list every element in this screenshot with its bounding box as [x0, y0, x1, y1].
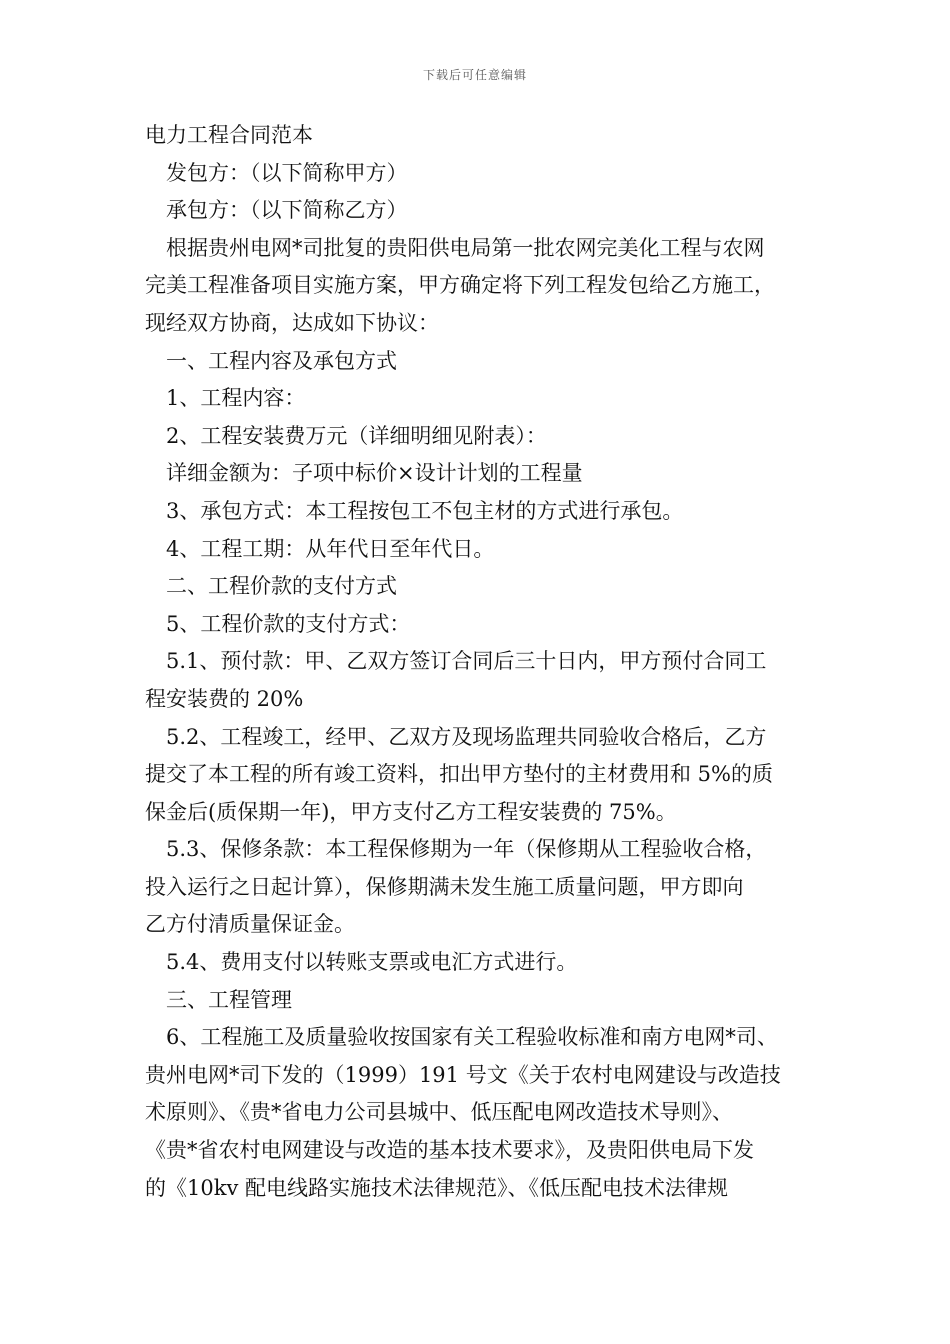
paragraph-line: 术原则》、《贵*省电力公司县城中、低压配电网改造技术导则》、 — [145, 1100, 733, 1125]
paragraph-line: 投入运行之日起计算），保修期满未发生施工质量问题，甲方即向 — [145, 874, 744, 899]
paragraph-line: 程安装费的 20% — [145, 686, 304, 711]
document-title: 电力工程合同范本 — [145, 123, 313, 147]
paragraph-line: 《贵*省农村电网建设与改造的基本技术要求》，及贵阳供电局下发 — [145, 1138, 754, 1163]
paragraph-line: 5.1、预付款：甲、乙双方签订合同后三十日内，甲方预付合同工 — [166, 649, 767, 674]
section-heading: 二、工程价款的支付方式 — [166, 574, 397, 599]
paragraph-line: 发包方：（以下简称甲方） — [166, 160, 408, 185]
paragraph-line: 的《10kv 配电线路实施技术法律规范》、《低压配电技术法律规 — [145, 1175, 728, 1200]
paragraph-line: 提交了本工程的所有竣工资料，扣出甲方垫付的主材费用和 5%的质 — [145, 762, 773, 787]
paragraph-line: 详细金额为：子项中标价×设计计划的工程量 — [166, 461, 583, 486]
section-heading: 一、工程内容及承包方式 — [166, 348, 397, 373]
paragraph-line: 5、工程价款的支付方式： — [166, 611, 411, 636]
page-header: 下载后可任意编辑 — [422, 68, 527, 82]
section-heading: 三、工程管理 — [166, 987, 292, 1012]
paragraph-line: 5.2、工程竣工，经甲、乙双方及现场监理共同验收合格后，乙方 — [166, 724, 767, 749]
paragraph-line: 根据贵州电网*司批复的贵阳供电局第一批农网完美化工程与农网 — [166, 235, 765, 260]
paragraph-line: 3、承包方式：本工程按包工不包主材的方式进行承包。 — [166, 498, 684, 523]
paragraph-line: 4、工程工期：从年代日至年代日。 — [166, 536, 495, 561]
paragraph-line: 保金后(质保期一年)，甲方支付乙方工程安装费的 75%。 — [145, 799, 677, 824]
paragraph-line: 2、工程安装费万元（详细明细见附表）： — [166, 423, 547, 448]
paragraph-line: 承包方：（以下简称乙方） — [166, 198, 408, 223]
document-body — [145, 117, 810, 1207]
paragraph-line: 5.3、保修条款：本工程保修期为一年（保修期从工程验收合格， — [166, 837, 767, 862]
paragraph-line: 完美工程准备项目实施方案，甲方确定将下列工程发包给乙方施工， — [145, 273, 775, 298]
paragraph-line: 现经双方协商，达成如下协议： — [145, 310, 439, 335]
paragraph-line: 乙方付清质量保证金。 — [145, 912, 355, 937]
paragraph-line: 5.4、费用支付以转账支票或电汇方式进行。 — [166, 950, 578, 975]
paragraph-line: 1、工程内容： — [166, 386, 306, 411]
paragraph-line: 6、工程施工及质量验收按国家有关工程验收标准和南方电网*司、 — [166, 1025, 778, 1050]
paragraph-line: 贵州电网*司下发的（1999）191 号文《关于农村电网建设与改造技 — [145, 1062, 781, 1087]
